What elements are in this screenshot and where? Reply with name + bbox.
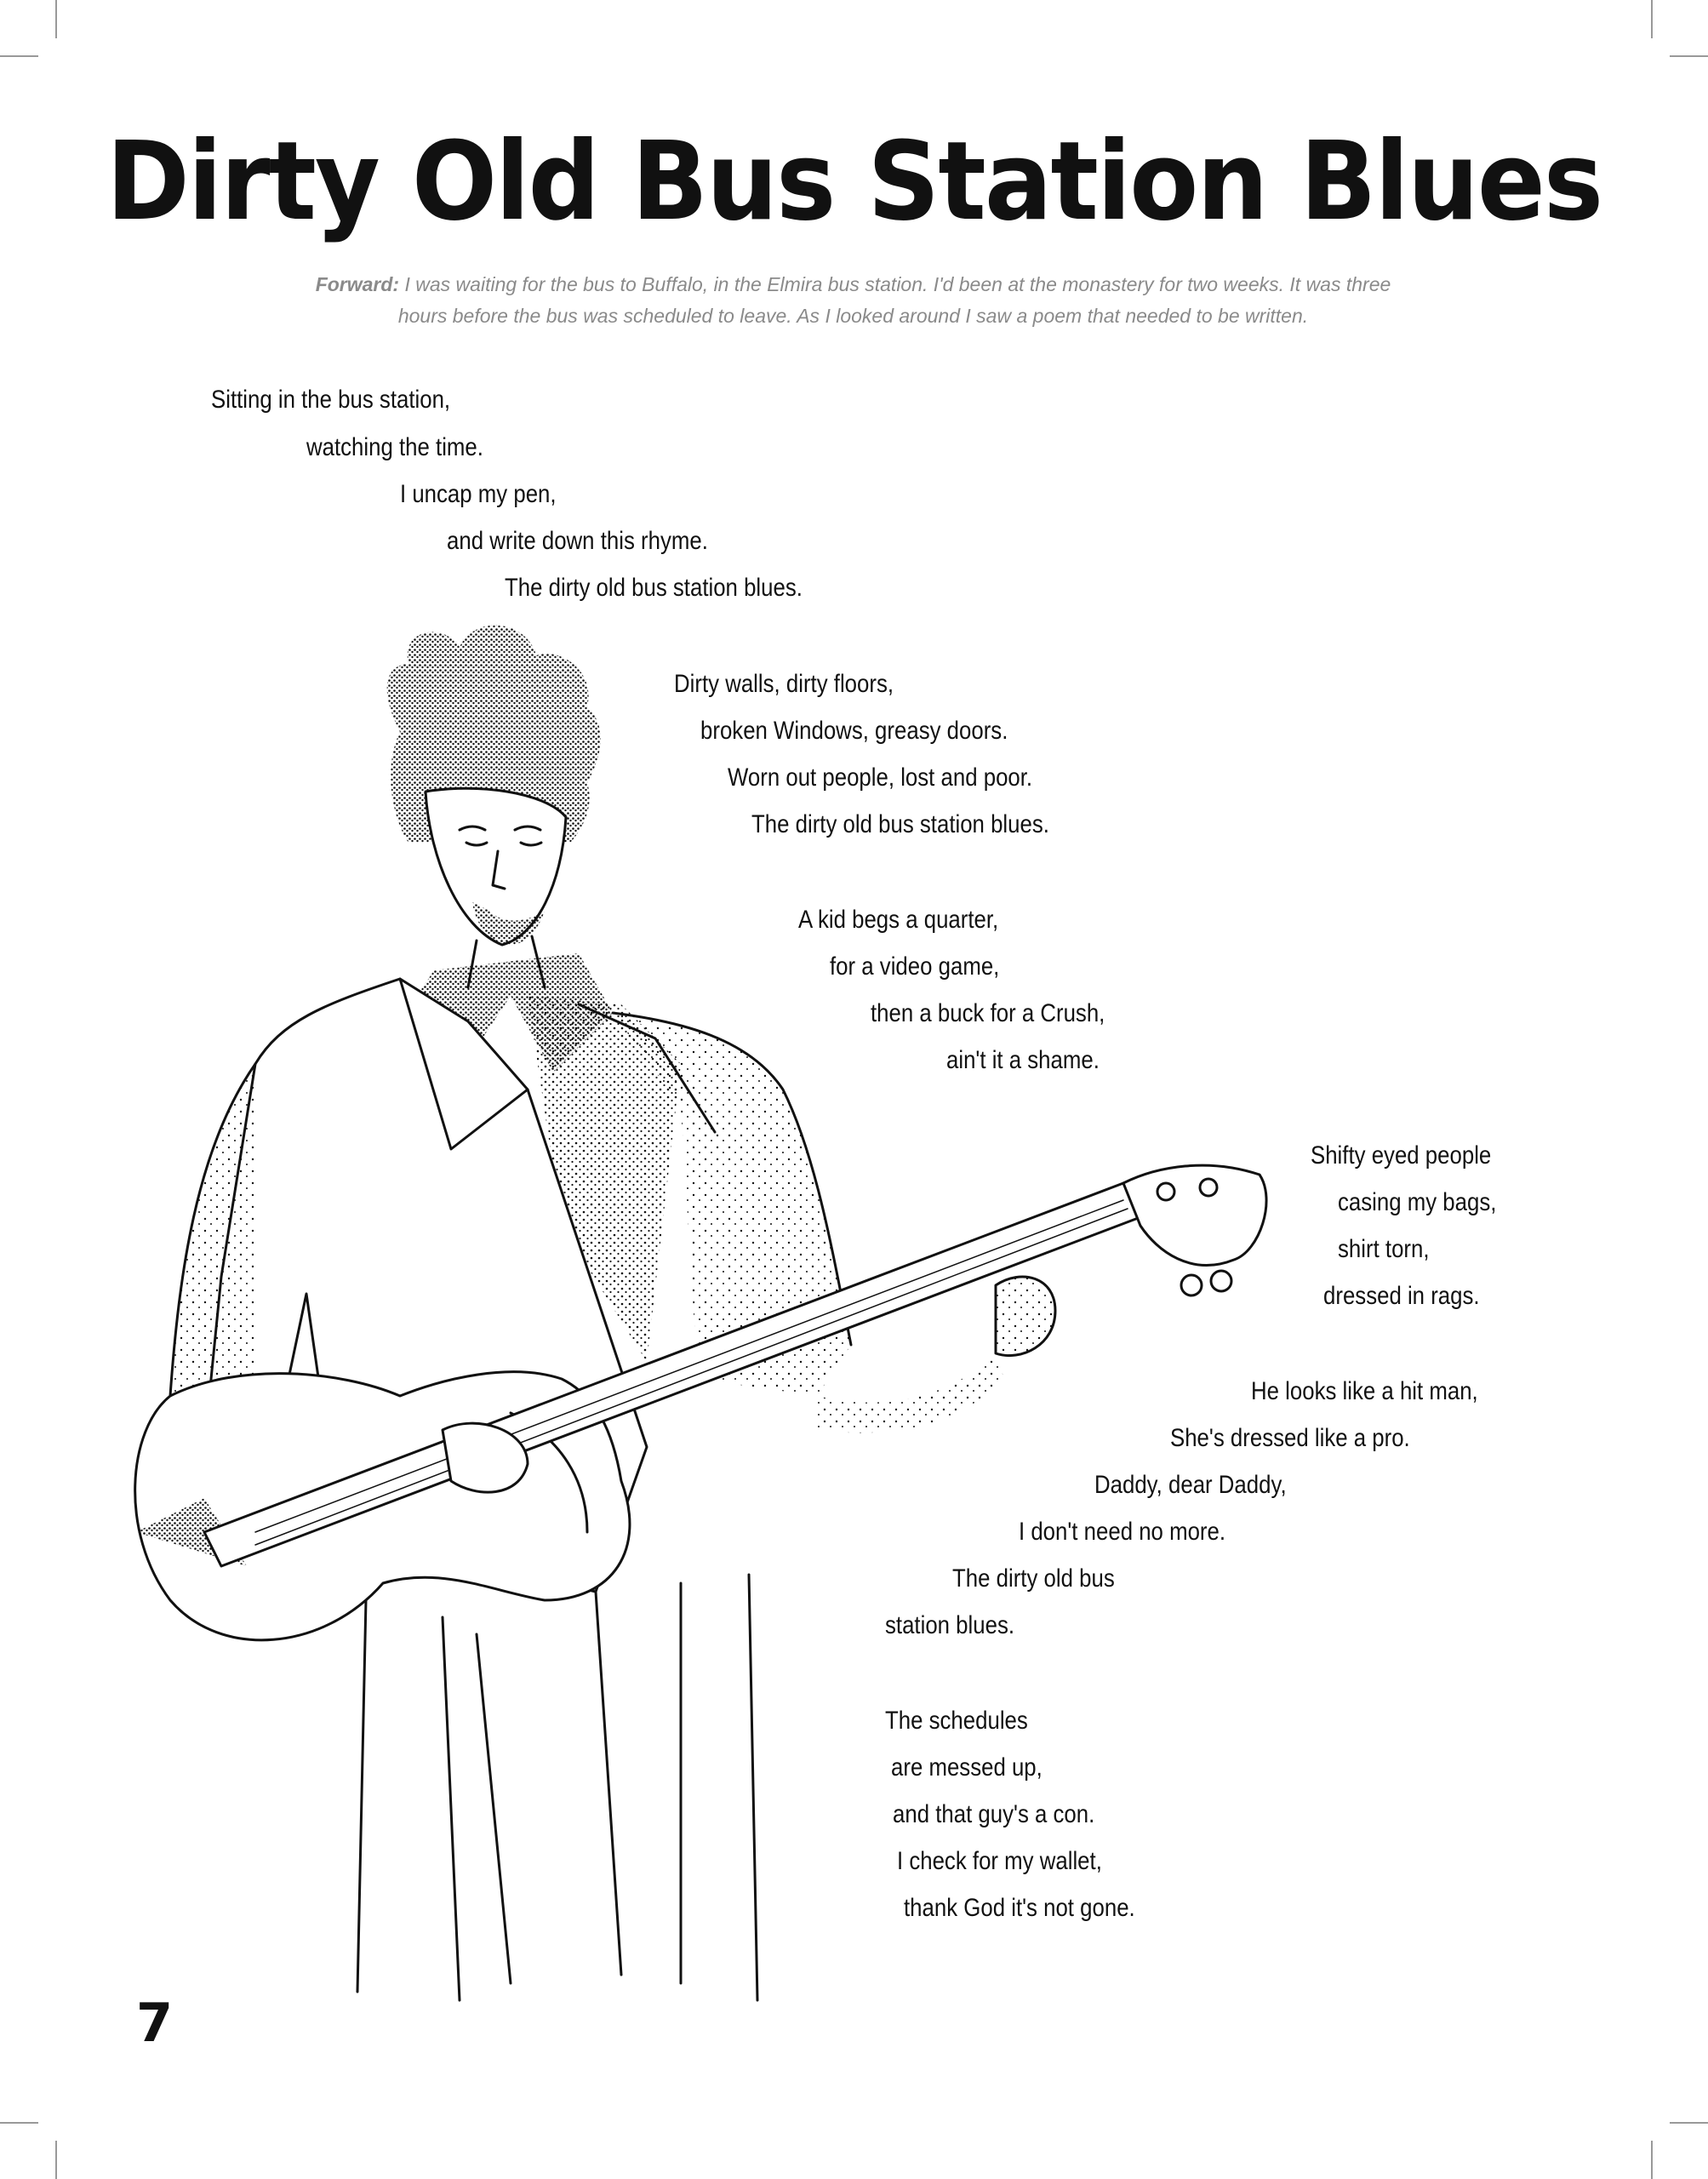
poem-line: for a video game, [830,952,1000,981]
poem-line: casing my bags, [1338,1188,1497,1216]
poem-line: I check for my wallet, [897,1847,1102,1875]
poem-line: She's dressed like a pro. [1170,1424,1410,1452]
forward-text: I was waiting for the bus to Buffalo, in the Elmira bus station. I'd been at the monastery for two weeks. It was three hours before the bus was scheduled to leave. As I looked around I saw a poem that needed to be written. [397,273,1391,327]
poem-line: The dirty old bus station blues. [751,810,1049,838]
poem-line: ain't it a shame. [946,1046,1100,1074]
poem-line: and that guy's a con. [893,1800,1095,1828]
poem-line: and write down this rhyme. [447,527,708,555]
forward-note [306,269,1400,332]
poem-line: Daddy, dear Daddy, [1094,1471,1287,1499]
poem-line: The dirty old bus [952,1564,1115,1593]
poem-line: Sitting in the bus station, [211,386,451,414]
poem-line: I don't need no more. [1019,1518,1226,1546]
poem-line: station blues. [885,1611,1015,1639]
poem-line: watching the time. [306,433,483,461]
poem-line: broken Windows, greasy doors. [700,717,1008,745]
forward-label: Forward: [315,273,400,295]
poem-line: He looks like a hit man, [1251,1377,1478,1405]
page-title: Dirty Old Bus Station Blues [106,117,1602,245]
page-number: 7 [136,1992,174,2054]
poem-line: The schedules [885,1707,1028,1735]
poem-line: The dirty old bus station blues. [505,574,803,602]
poem-line: dressed in rags. [1323,1282,1480,1310]
poem-line: A kid begs a quarter, [798,906,999,934]
poem-line: Shifty eyed people [1311,1141,1492,1170]
poem-line: Worn out people, lost and poor. [728,764,1033,792]
poem-line: Dirty walls, dirty floors, [674,670,894,698]
poem-line: then a buck for a Crush, [871,999,1105,1027]
poem-line: thank God it's not gone. [904,1894,1135,1922]
poem-line: I uncap my pen, [400,480,557,508]
poem-line: are messed up, [891,1753,1043,1782]
poem-line: shirt torn, [1338,1235,1430,1263]
